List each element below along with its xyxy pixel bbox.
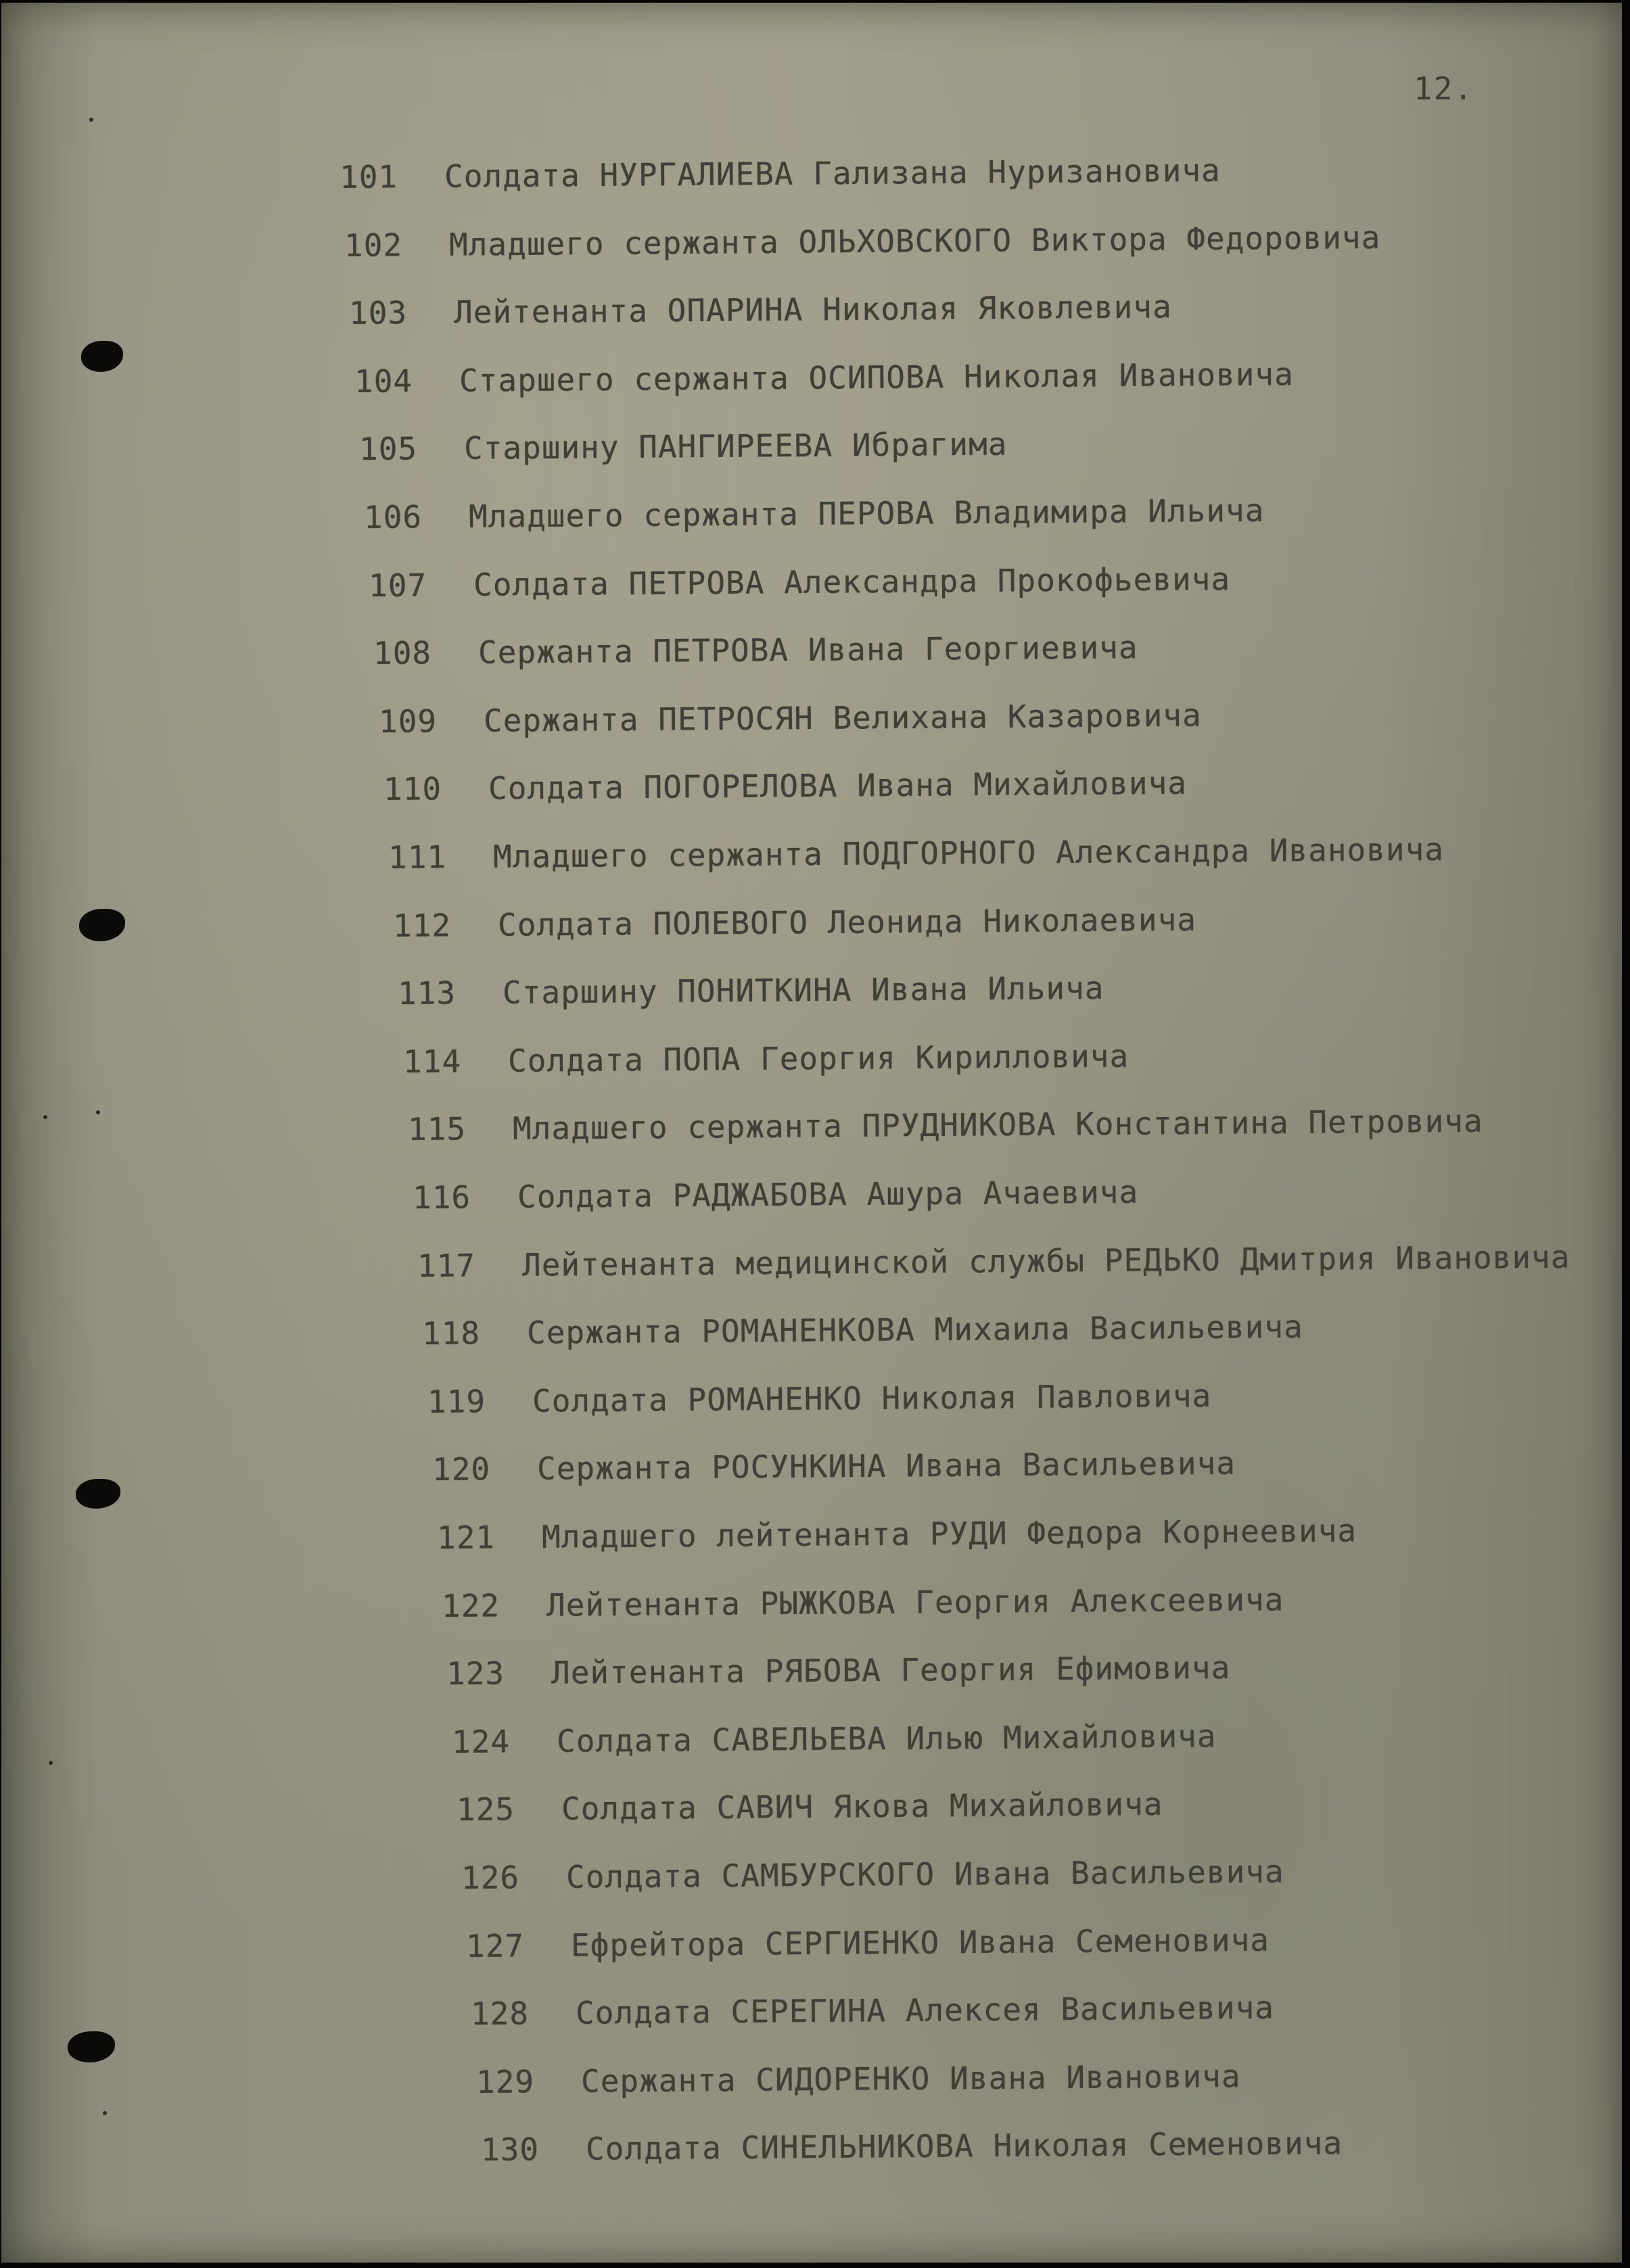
list-item [344, 217, 1381, 266]
entry-text: Солдата НУРГАЛИЕВА Гализана Нуризановича [444, 151, 1221, 195]
entry-number: 125 [456, 1791, 515, 1828]
entry-number: 119 [427, 1383, 486, 1420]
entry-text: Солдата РАДЖАБОВА Ашура Ачаевича [517, 1173, 1139, 1215]
entry-text: Сержанта СИДОРЕНКО Ивана Ивановича [580, 2057, 1241, 2100]
entry-text: Лейтенанта РЫЖКОВА Георгия Алексеевича [546, 1580, 1284, 1624]
entry-text: Старшину ПОНИТКИНА Ивана Ильича [503, 969, 1105, 1011]
entry-text: Младшего лейтенанта РУДИ Федора Корнеевича [541, 1512, 1357, 1555]
entry-text: Солдата САВЕЛЬЕВА Илью Михайловича [556, 1717, 1217, 1759]
list-item [354, 354, 1293, 402]
entry-number: 108 [373, 634, 432, 672]
entry-number: 129 [475, 2063, 534, 2100]
entry-text: Старшего сержанта ОСИПОВА Николая Ивановича [459, 355, 1294, 399]
entry-text: Ефрейтора СЕРГИЕНКО Ивана Семеновича [570, 1921, 1270, 1964]
list-item [442, 1579, 1284, 1626]
list-item [364, 490, 1265, 538]
list-item [422, 1306, 1303, 1354]
list-item [432, 1443, 1236, 1490]
list-item [451, 1716, 1216, 1762]
entry-text: Сержанта РОМАНЕНКОВА Михаила Васильевича [527, 1308, 1304, 1351]
entry-number: 103 [349, 294, 408, 332]
list-item [413, 1172, 1139, 1218]
list-item [461, 1851, 1284, 1898]
list-item [388, 829, 1444, 878]
list-item [457, 1784, 1163, 1830]
entry-number: 106 [363, 498, 423, 536]
entry-number: 113 [398, 974, 457, 1012]
entry-text: Сержанта РОСУНКИНА Ивана Васильевича [536, 1445, 1236, 1488]
list-item [402, 1035, 1129, 1081]
entry-number: 121 [436, 1519, 496, 1556]
list-item [471, 1987, 1274, 2034]
list-item [393, 899, 1196, 945]
entry-number: 117 [417, 1246, 476, 1284]
entry-text: Солдата ПОЛЕВОГО Леонида Николаевича [497, 901, 1197, 943]
entry-number: 123 [446, 1655, 505, 1693]
entry-number: 101 [339, 158, 398, 195]
entry-number: 127 [465, 1927, 525, 1964]
entry-number: 104 [354, 362, 413, 400]
list-item [417, 1236, 1570, 1285]
entry-number: 122 [441, 1586, 500, 1624]
entry-text: Лейтенанта медицинской службы РЕДЬКО Дмитрия Ивановича [521, 1238, 1570, 1283]
list-item [481, 2123, 1343, 2170]
entry-text: Солдата САВИЧ Якова Михайловича [561, 1786, 1163, 1828]
entry-text: Старшину ПАНГИРЕЕВА Ибрагима [463, 425, 1008, 467]
entry-text: Лейтенанта ОПАРИНА Николая Яковлевича [454, 288, 1173, 331]
list-item [340, 150, 1221, 197]
list-item [373, 627, 1138, 674]
document-page [1, 3, 1622, 2263]
entry-text: Сержанта ПЕТРОСЯН Велихана Казаровича [483, 696, 1202, 739]
entry-text: Солдата ПЕТРОВА Александра Прокофьевича [473, 560, 1231, 603]
entry-text: Младшего сержанта ОЛЬХОВСКОГО Виктора Федоровича [448, 218, 1381, 263]
entry-text: Лейтенанта РЯБОВА Георгия Ефимовича [551, 1649, 1231, 1691]
entry-number: 102 [344, 226, 403, 264]
list-item [437, 1510, 1357, 1558]
list-item [427, 1375, 1211, 1422]
entry-text: Младшего сержанта ПОДГОРНОГО Александра Ивановича [492, 830, 1445, 875]
list-item [378, 694, 1201, 742]
entry-number: 128 [471, 1995, 530, 2033]
entry-number: 105 [358, 430, 418, 468]
list-item [446, 1647, 1231, 1694]
entry-text: Солдата САМБУРСКОГО Ивана Васильевича [565, 1853, 1284, 1895]
entry-number: 112 [392, 906, 452, 944]
list-item [359, 424, 1008, 470]
list-item [466, 1919, 1270, 1966]
entry-number: 109 [378, 703, 437, 740]
entry-number: 111 [388, 838, 447, 876]
entry-text: Младшего сержанта ПЕРОВА Владимира Ильича [468, 492, 1265, 535]
list-item [349, 287, 1172, 334]
page-number: 12. [1414, 70, 1474, 107]
list-item [383, 763, 1187, 809]
entry-number: 116 [412, 1179, 471, 1216]
entry-number: 120 [432, 1450, 491, 1488]
entry-text: Младшего сержанта ПРУДНИКОВА Константина Петровича [512, 1102, 1483, 1148]
entry-text: Солдата РОМАНЕНКО Николая Павловича [532, 1377, 1212, 1419]
entry-number: 115 [407, 1110, 467, 1148]
list-item [398, 968, 1104, 1014]
entry-number: 118 [422, 1315, 481, 1352]
entry-text: Сержанта ПЕТРОВА Ивана Георгиевича [478, 629, 1139, 671]
list-item [408, 1101, 1483, 1150]
entry-number: 107 [368, 566, 427, 604]
entry-number: 126 [461, 1859, 520, 1896]
entry-text: Солдата ПОГОРЕЛОВА Ивана Михайловича [488, 765, 1187, 807]
list-item [369, 559, 1231, 606]
entry-text: Солдата СЕРЕГИНА Алексея Васильевича [576, 1989, 1275, 2031]
entry-number: 124 [451, 1723, 510, 1760]
entry-text: Солдата ПОПА Георгия Кирилловича [507, 1037, 1129, 1079]
entry-text: Солдата СИНЕЛЬНИКОВА Николая Семеновича [585, 2125, 1343, 2168]
order-entries-list [1, 3, 1622, 2263]
entry-number: 110 [383, 770, 442, 808]
entry-number: 114 [402, 1043, 461, 1080]
entry-number: 130 [480, 2131, 540, 2169]
list-item [475, 2056, 1240, 2102]
